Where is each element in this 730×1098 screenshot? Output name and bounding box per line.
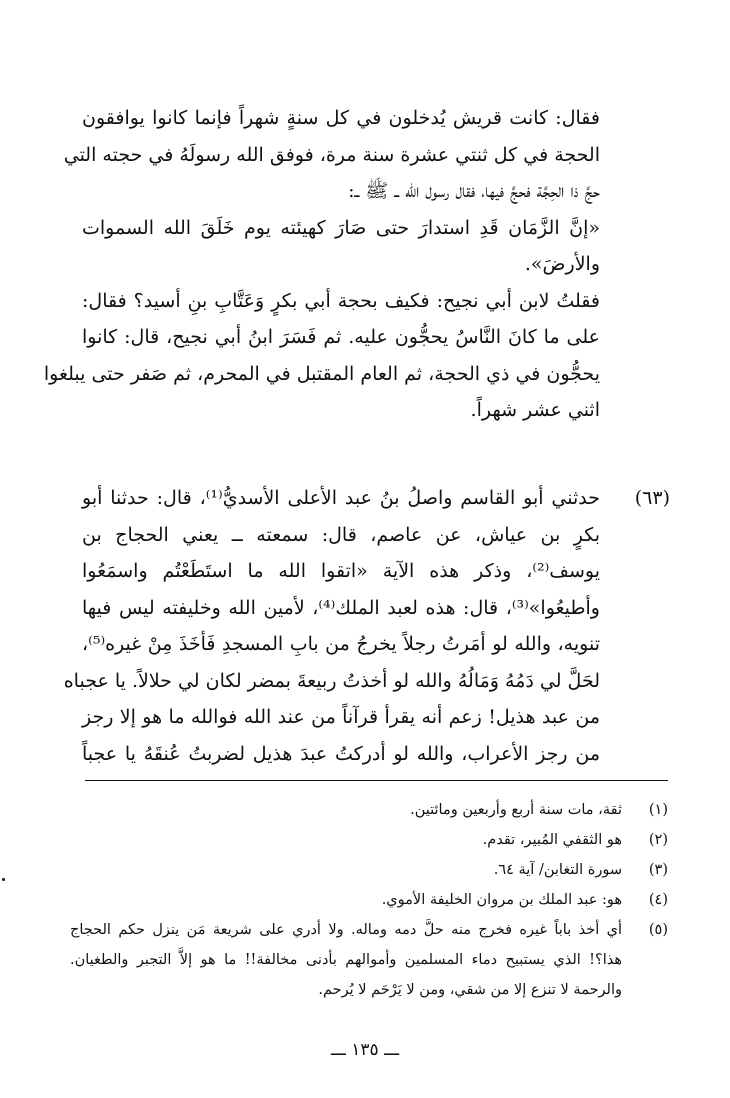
text-line: لحَلَّ لي دَمُهُ وَمَالُهُ والله لو أخذتُ ربيعةَ بمضر لكان لي حلالاً. يا عجباه xyxy=(63,669,600,692)
text-line: حدثني أبو القاسم واصلُ بنُ عبد الأعلى الأسديُّ⁽¹⁾، قال: حدثنا أبو xyxy=(82,487,601,509)
hadith-63 xyxy=(63,480,601,772)
footnote-text: والرحمة لا تنزع إلا من شقي، ومن لا يَرْحَم لا يُرحم. xyxy=(318,982,622,998)
footnote-number: (٣) xyxy=(648,862,668,878)
text-line: حجَّ ذا الحِجَّة فحجَّ فيها، فقال رسول الله ــ ﷺ ــ: xyxy=(348,180,600,202)
footnote-separator xyxy=(85,780,668,781)
footnote xyxy=(70,855,668,885)
footnote xyxy=(70,795,668,825)
scan-speck xyxy=(2,878,5,881)
text-line: بكرٍ بن عياش، عن عاصم، قال: سمعته ــ يعني الحجاج بن xyxy=(82,523,600,546)
page-number: ـــ ١٣٥ ـــ xyxy=(330,1040,400,1060)
text-line: والأرضَ». xyxy=(524,253,600,275)
footnote-number: (١) xyxy=(648,802,668,818)
footnotes xyxy=(70,795,668,1005)
footnote-text: أي أخذ باباً غيره فخرج منه حلَّ دمه وماله. ولا أدري على شريعة مَن ينزل حكم الحجاج xyxy=(70,922,622,938)
text-line: وأطيعُوا»⁽³⁾، قال: هذه لعبد الملك⁽⁴⁾، لأمين الله وخليفته ليس فيها xyxy=(82,596,600,619)
text-line: فقلتُ لابن أبي نجيح: فكيف بحجة أبي بكرٍ وَعَتَّابِ بنِ أسيد؟ فقال: xyxy=(82,289,600,312)
footnote-text: هذا؟! الذي يستبيح دماء المسلمين وأموالهم بأدنى مخالفة!! ما هو إلاَّ التجبر والطغيان. xyxy=(70,952,622,968)
text-line: «إنَّ الزَّمَان قَدِ استدارَ حتى صَارَ كهيئته يوم خَلَقَ الله السموات xyxy=(82,216,600,239)
footnote-text: سورة التغابن/ آية ٦٤. xyxy=(493,862,622,878)
footnote-number: (٢) xyxy=(648,832,668,848)
text-line: يحجُّون في ذي الحجة، ثم العام المقتبل في المحرم، ثم صَفر حتى يبلغوا xyxy=(43,362,600,385)
text-line: من عبد هذيل! زعم أنه يقرأ قرآناً من عند الله فوالله ما هو إلا رجز xyxy=(82,706,600,728)
footnote-number: (٤) xyxy=(648,892,668,908)
text-line: يوسف⁽²⁾، وذكر هذه الآية «اتقوا الله ما استَطَعْتُم واسمَعُوا xyxy=(82,560,600,582)
text-line: تنويه، والله لو أمَرتُ رجلاً يخرجُ من بابِ المسجدِ فَأخَذَ مِنْ غيره⁽⁵⁾، xyxy=(82,633,600,655)
footnote xyxy=(70,885,668,915)
footnote-text: ثقة، مات سنة أربع وأربعين ومائتين. xyxy=(410,802,622,818)
footnote-text: هو: عبد الملك بن مروان الخليفة الأموي. xyxy=(381,892,622,908)
footnote xyxy=(70,915,668,1005)
footnote-text: هو الثقفي المُبير، تقدم. xyxy=(482,832,622,848)
hadith-62-continuation xyxy=(43,100,600,429)
text-line: الحجة في كل ثنتي عشرة سنة مرة، فوفق الله رسولَهُ في حجته التي xyxy=(63,143,600,166)
footnote xyxy=(70,825,668,855)
text-line: فقال: كانت قريش يُدخلون في كل سنةٍ شهراً فإنما كانوا يوافقون xyxy=(82,107,600,129)
text-line: اثني عشر شهراً. xyxy=(470,399,600,421)
text-line: من رجز الأعراب، والله لو أدركتُ عبدَ هذيل لضربتُ عُنقَهُ يا عجباً xyxy=(82,742,600,765)
hadith-number: (٦٣) xyxy=(634,487,670,509)
footnote-number: (٥) xyxy=(648,922,668,938)
text-line: على ما كانَ النَّاسُ يحجُّون عليه. ثم فَسَرَ ابنُ أبي نجيح، قال: كانوا xyxy=(82,326,600,348)
